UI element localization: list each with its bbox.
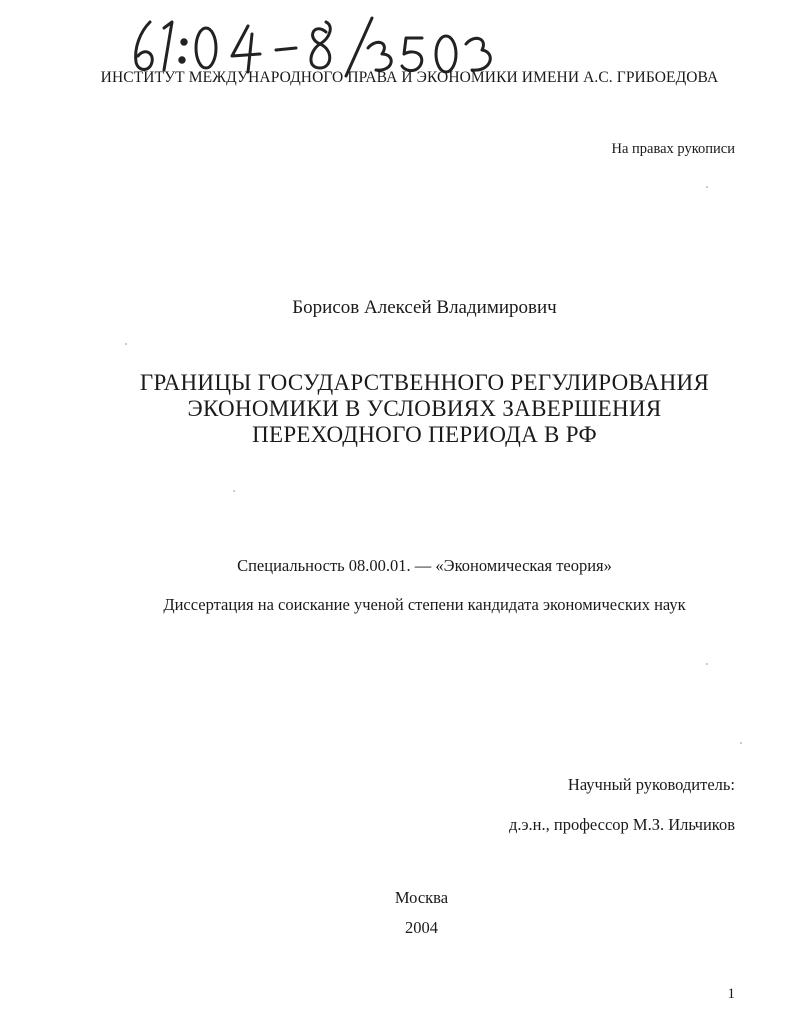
- scan-speck: [706, 663, 708, 665]
- manuscript-rights-note: На правах рукописи: [611, 141, 735, 157]
- scan-speck: [233, 490, 235, 492]
- title-line: ЭКОНОМИКИ В УСЛОВИЯХ ЗАВЕРШЕНИЯ: [187, 396, 662, 421]
- supervisor-label: Научный руководитель:: [567, 775, 735, 794]
- degree-line: Диссертация на соискание ученой степени кандидата экономических наук: [163, 595, 686, 614]
- scan-speck: [125, 343, 127, 345]
- city: Москва: [394, 888, 449, 907]
- handwritten-number-drawing: [120, 8, 540, 78]
- supervisor-name: д.э.н., профессор М.З. Ильчиков: [508, 815, 735, 834]
- dissertation-title: [0, 370, 799, 448]
- institute-name: ИНСТИТУТ МЕЖДУНАРОДНОГО ПРАВА И ЭКОНОМИКИ ИМЕНИ А.С. ГРИБОЕДОВА: [100, 69, 719, 86]
- handwritten-registration-number: [120, 8, 540, 78]
- scan-speck: [740, 742, 742, 744]
- author-name: Борисов Алексей Владимирович: [292, 297, 557, 318]
- title-line: ГРАНИЦЫ ГОСУДАРСТВЕННОГО РЕГУЛИРОВАНИЯ: [139, 370, 710, 395]
- title-line: ПЕРЕХОДНОГО ПЕРИОДА В РФ: [252, 422, 597, 447]
- year: 2004: [405, 918, 438, 937]
- page-number: 1: [727, 986, 735, 1002]
- scan-speck: [706, 186, 708, 188]
- specialty-line: Специальность 08.00.01. — «Экономическая теория»: [237, 556, 612, 575]
